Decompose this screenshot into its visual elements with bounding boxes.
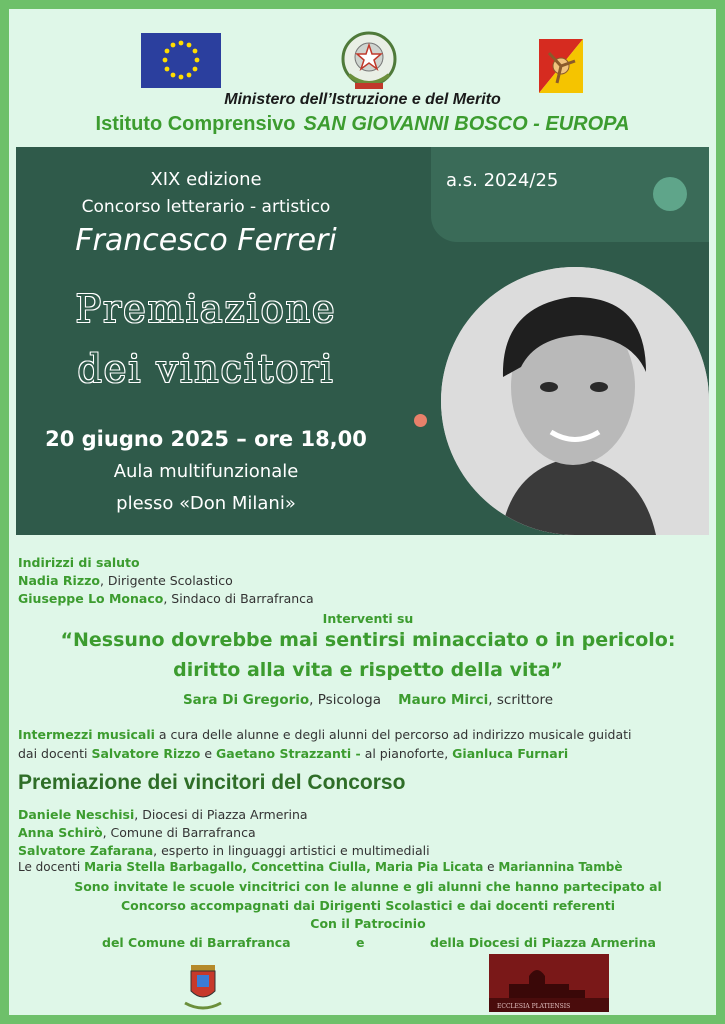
teachers-prefix: Le docenti xyxy=(18,860,85,874)
event-building: plesso «Don Milani» xyxy=(116,493,296,514)
talk-quote-line1: “Nessuno dovrebbe mai sentirsi minacciato o in pericolo: xyxy=(60,629,676,651)
invite-line-2: Concorso accompagnati dai Dirigenti Scolastici e dai docenti referenti xyxy=(120,898,616,913)
logo-row xyxy=(9,21,716,91)
award-title: Premiazione dei vincitori del Concorso xyxy=(18,771,406,794)
decorative-dot xyxy=(653,177,687,211)
jury-1 xyxy=(18,807,308,822)
diocese-logo-icon xyxy=(489,954,609,1012)
jury3-role: , esperto in linguaggi artistici e multimediali xyxy=(153,843,430,858)
talks-heading xyxy=(18,611,718,626)
jury-2 xyxy=(18,825,256,840)
patron-2: della Diocesi di Piazza Armerina xyxy=(430,935,656,950)
teachers-last: Mariannina Tambè xyxy=(498,860,623,874)
svg-text:ECCLESIA PLATIENSIS: ECCLESIA PLATIENSIS xyxy=(497,1003,571,1010)
greeting-1 xyxy=(18,573,233,588)
ministry-title: Ministero dell’Istruzione e del Merito xyxy=(224,91,501,108)
speaker2-name: Mauro Mirci xyxy=(398,692,489,708)
event-title-line2: dei vincitori xyxy=(77,347,335,391)
jury1-role: , Diocesi di Piazza Armerina xyxy=(134,807,308,822)
event-room: Aula multifunzionale xyxy=(113,461,299,482)
jury3-name: Salvatore Zafarana xyxy=(18,843,154,858)
greeting-2 xyxy=(18,591,314,606)
event-banner xyxy=(16,147,709,535)
teachers-list: Maria Stella Barbagallo, Concettina Ciulla, Maria Pia Licata xyxy=(84,860,484,874)
greeting2-name: Giuseppe Lo Monaco xyxy=(18,591,164,606)
jury-3 xyxy=(18,843,430,858)
institute-title xyxy=(9,113,716,136)
contest-label: Concorso letterario - artistico xyxy=(81,197,331,217)
italian-republic-emblem-icon xyxy=(337,29,401,95)
speaker2-role: , scrittore xyxy=(488,692,554,708)
speaker1-role: , Psicologa xyxy=(309,692,381,708)
event-title-line1: Premiazione xyxy=(75,287,337,331)
music-line-1 xyxy=(18,727,632,742)
speaker1-name: Sara Di Gregorio xyxy=(182,692,310,708)
decorative-dot-small xyxy=(414,414,427,427)
music-teacher1: Salvatore Rizzo xyxy=(91,746,201,761)
invite-line-1: Sono invitate le scuole vincitrici con le alunne e gli alunni che hanno partecipato al xyxy=(74,879,662,894)
music-and: e xyxy=(200,746,217,761)
jury2-role: , Comune di Barrafranca xyxy=(102,825,256,840)
patron-and: e xyxy=(356,935,365,950)
music-line-2 xyxy=(18,746,568,761)
teachers-line xyxy=(18,860,622,874)
patron-1: del Comune di Barrafranca xyxy=(102,935,291,950)
institute-label: Istituto Comprensivo xyxy=(95,113,296,135)
greeting1-name: Nadia Rizzo xyxy=(18,573,100,588)
patronage-title: Con il Patrocinio xyxy=(310,916,426,931)
talk-quote-line2: diritto alla vita e rispetto della vita” xyxy=(173,659,563,681)
music-text1: a cura delle alunne e degli alunni del percorso ad indirizzo musicale guidati xyxy=(154,727,632,742)
edition-label: XIX edizione xyxy=(150,169,262,190)
music-text2a: dai docenti xyxy=(18,746,92,761)
institute-name: SAN GIOVANNI BOSCO - EUROPA xyxy=(303,113,630,135)
music-teacher2: Gaetano Strazzanti - xyxy=(216,746,361,761)
greeting1-role: , Dirigente Scolastico xyxy=(99,573,233,588)
sicily-flag-icon xyxy=(539,39,583,93)
jury2-name: Anna Schirò xyxy=(18,825,103,840)
teachers-and: e xyxy=(483,860,499,874)
speakers-line xyxy=(18,692,718,708)
barrafranca-crest-icon xyxy=(175,959,231,1011)
greetings-title: Indirizzi di saluto xyxy=(18,555,140,570)
honoree-name: Francesco Ferreri xyxy=(75,223,337,258)
music-title: Intermezzi musicali xyxy=(18,727,155,742)
portrait-photo xyxy=(441,267,709,535)
music-pianist: Gianluca Furnari xyxy=(452,746,569,761)
music-text2b: al pianoforte, xyxy=(360,746,453,761)
event-date: 20 giugno 2025 – ore 18,00 xyxy=(45,427,367,451)
eu-flag-icon xyxy=(141,33,221,88)
jury1-name: Daniele Neschisi xyxy=(18,807,135,822)
greeting2-role: , Sindaco di Barrafranca xyxy=(163,591,314,606)
greetings-heading xyxy=(18,555,140,570)
talks-title: Interventi su xyxy=(322,611,414,626)
school-year: a.s. 2024/25 xyxy=(446,170,559,191)
